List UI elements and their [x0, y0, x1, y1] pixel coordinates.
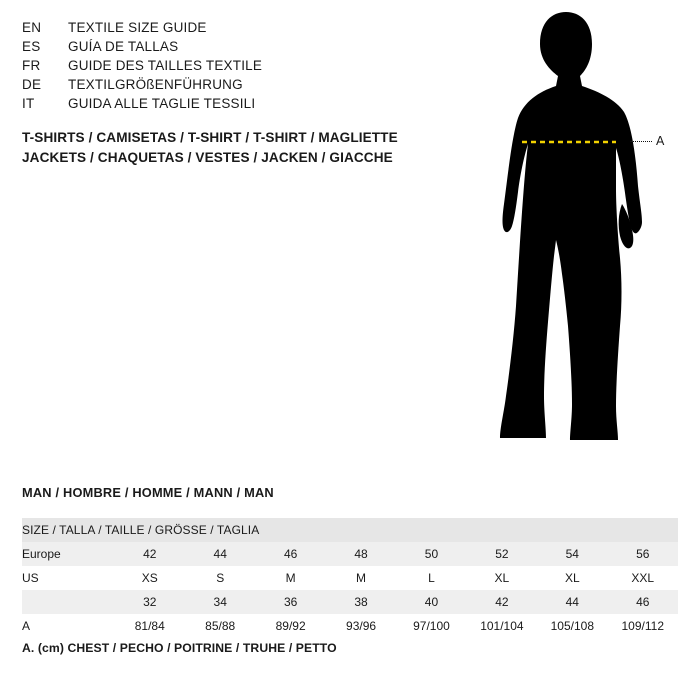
cell-usnum-6: 42	[467, 590, 537, 614]
table-section-title: MAN / HOMBRE / HOMME / MANN / MAN	[22, 485, 274, 500]
row-label-us-numeric	[22, 590, 115, 614]
cell-us-6: XL	[467, 566, 537, 590]
table-row	[22, 614, 678, 638]
language-code-en: EN	[22, 20, 42, 35]
language-code-fr: FR	[22, 58, 41, 73]
cell-europe-8: 56	[608, 542, 678, 566]
language-row-en	[22, 20, 452, 39]
cell-europe-2: 44	[185, 542, 255, 566]
language-code-de: DE	[22, 77, 42, 92]
cell-us-3: M	[255, 566, 325, 590]
cell-usnum-8: 46	[608, 590, 678, 614]
cell-europe-1: 42	[115, 542, 185, 566]
category-list	[22, 128, 482, 168]
cell-usnum-4: 38	[326, 590, 396, 614]
cell-a-5: 97/100	[396, 614, 466, 638]
cell-a-1: 81/84	[115, 614, 185, 638]
cell-a-8: 109/112	[608, 614, 678, 638]
language-title-fr: GUIDE DES TAILLES TEXTILE	[68, 58, 263, 73]
table-header-label: SIZE / TALLA / TAILLE / GRÖSSE / TAGLIA	[22, 518, 678, 542]
language-code-es: ES	[22, 39, 41, 54]
cell-europe-7: 54	[537, 542, 607, 566]
cell-us-2: S	[185, 566, 255, 590]
language-row-de	[22, 77, 452, 96]
cell-us-1: XS	[115, 566, 185, 590]
language-title-it: GUIDA ALLE TAGLIE TESSILI	[68, 96, 256, 111]
table-row	[22, 566, 678, 590]
cell-a-4: 93/96	[326, 614, 396, 638]
size-chart-table	[22, 518, 678, 638]
row-label-europe: Europe	[22, 542, 115, 566]
cell-europe-3: 46	[255, 542, 325, 566]
cell-us-7: XL	[537, 566, 607, 590]
cell-us-5: L	[396, 566, 466, 590]
cell-us-8: XXL	[608, 566, 678, 590]
measurement-footnote: A. (cm) CHEST / PECHO / POITRINE / TRUHE / PETTO	[22, 641, 337, 655]
measure-leader-line	[630, 141, 652, 142]
category-jackets: JACKETS / CHAQUETAS / VESTES / JACKEN / GIACCHE	[22, 150, 393, 165]
row-label-a: A	[22, 614, 115, 638]
cell-a-7: 105/108	[537, 614, 607, 638]
cell-usnum-1: 32	[115, 590, 185, 614]
cell-europe-6: 52	[467, 542, 537, 566]
cell-usnum-5: 40	[396, 590, 466, 614]
cell-a-3: 89/92	[255, 614, 325, 638]
cell-europe-4: 48	[326, 542, 396, 566]
cell-europe-5: 50	[396, 542, 466, 566]
row-label-us: US	[22, 566, 115, 590]
table-header-row	[22, 518, 678, 542]
cell-us-4: M	[326, 566, 396, 590]
language-title-es: GUÍA DE TALLAS	[68, 39, 179, 54]
table-row	[22, 590, 678, 614]
cell-usnum-7: 44	[537, 590, 607, 614]
language-code-it: IT	[22, 96, 35, 111]
male-silhouette-figure	[470, 8, 680, 468]
cell-usnum-3: 36	[255, 590, 325, 614]
cell-usnum-2: 34	[185, 590, 255, 614]
measure-label-a: A	[656, 134, 665, 148]
language-title-de: TEXTILGRÖßENFÜHRUNG	[68, 77, 243, 92]
language-title-en: TEXTILE SIZE GUIDE	[68, 20, 207, 35]
language-row-fr	[22, 58, 452, 77]
language-title-list	[22, 20, 452, 115]
table-row	[22, 542, 678, 566]
category-tshirts: T-SHIRTS / CAMISETAS / T-SHIRT / T-SHIRT / MAGLIETTE	[22, 130, 398, 145]
cell-a-2: 85/88	[185, 614, 255, 638]
language-row-it	[22, 96, 452, 115]
cell-a-6: 101/104	[467, 614, 537, 638]
language-row-es	[22, 39, 452, 58]
silhouette-icon	[470, 8, 680, 468]
